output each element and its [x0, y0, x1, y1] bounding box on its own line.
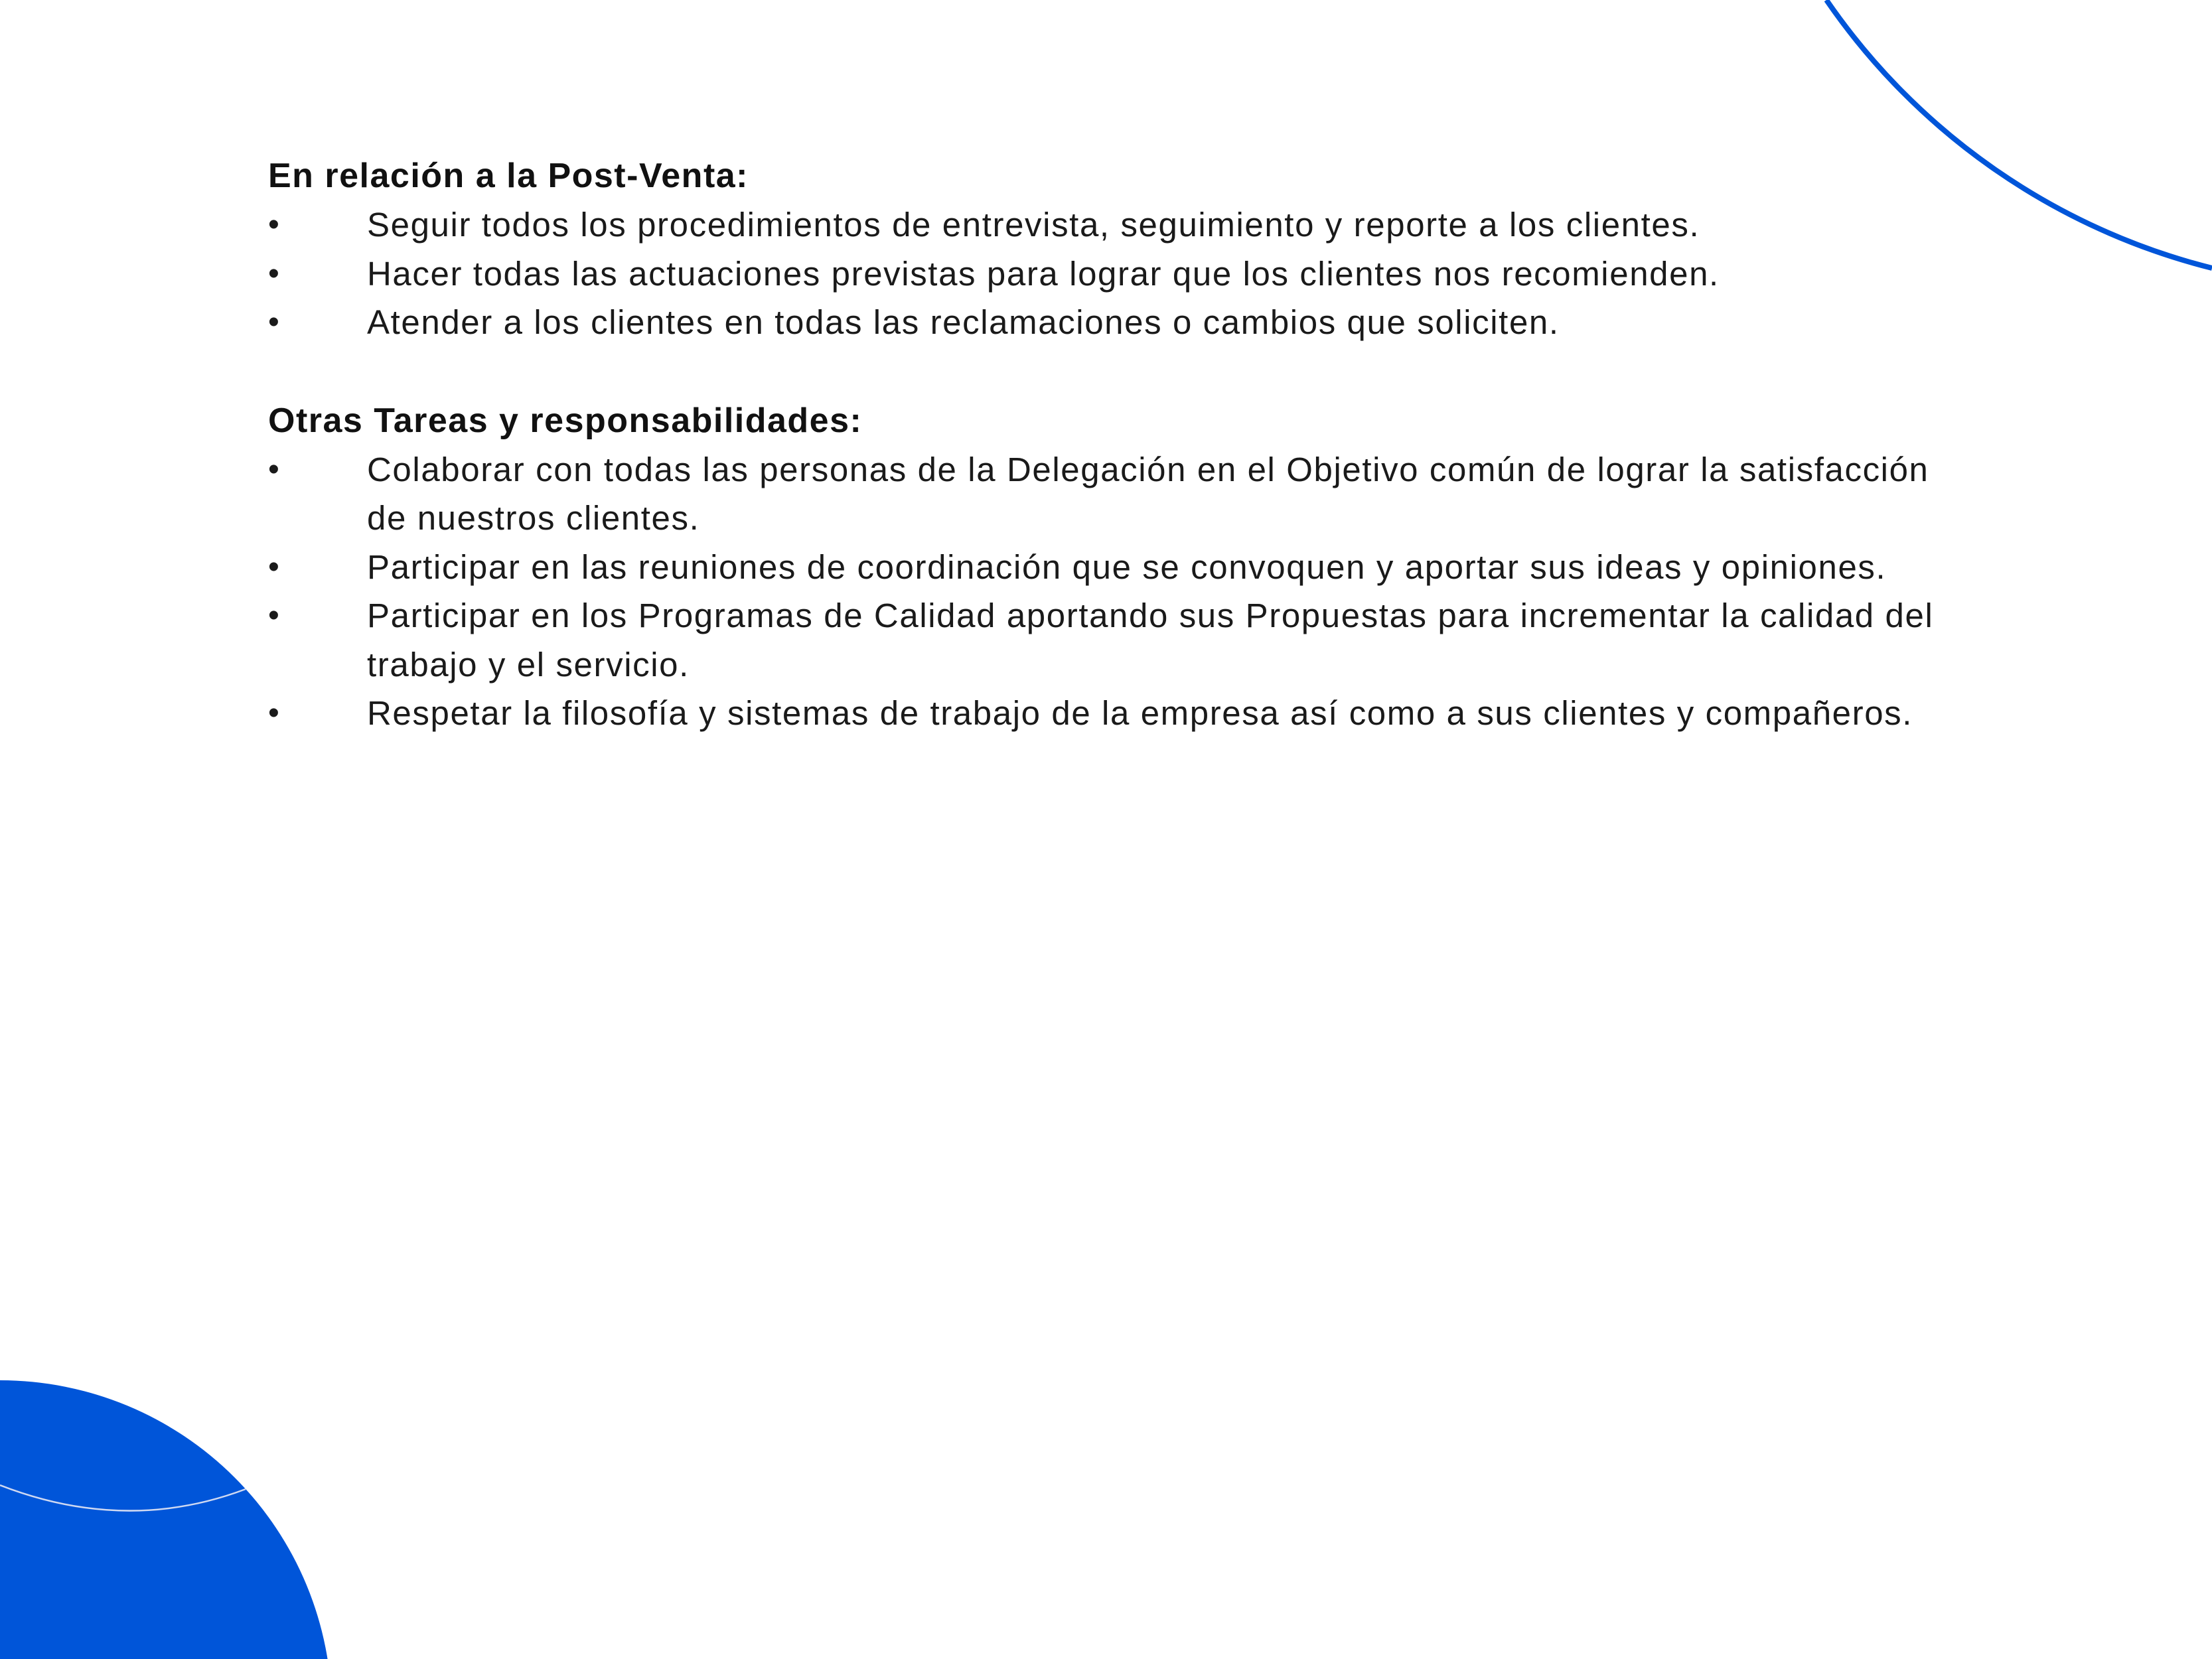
section-heading: Otras Tareas y responsabilidades:	[268, 401, 863, 440]
bullet-icon: •	[268, 255, 281, 291]
list-item-text: Participar en los Programas de Calidad aportando sus Propuestas para incrementar la calidad del trabajo y el servicio.	[367, 597, 1934, 684]
list-item-text: Participar en las reuniones de coordinación que se convoquen y aportar sus ideas y opiniones.	[367, 547, 1887, 586]
bullet-list	[268, 200, 1941, 347]
bullet-icon: •	[268, 451, 281, 487]
bottom-left-circle	[0, 1380, 332, 1659]
list-item-text: Colaborar con todas las personas de la Delegación en el Objetivo común de lograr la satisfacción de nuestros clientes.	[367, 450, 1929, 537]
bullet-icon: •	[268, 305, 281, 340]
content-area	[268, 151, 1941, 787]
section-post-venta	[268, 151, 1941, 347]
list-item	[268, 591, 1941, 689]
list-item	[268, 689, 1941, 738]
bullet-icon: •	[268, 598, 281, 633]
list-item	[268, 543, 1941, 592]
list-item-text: Respetar la filosofía y sistemas de trabajo de la empresa así como a sus clientes y compañeros.	[367, 694, 1913, 732]
section-heading: En relación a la Post-Venta:	[268, 157, 749, 195]
list-item	[268, 250, 1941, 299]
list-item	[268, 445, 1941, 543]
section-otras-tareas	[268, 396, 1941, 738]
bullet-icon: •	[268, 695, 281, 731]
list-item-text: Seguir todos los procedimientos de entrevista, seguimiento y reporte a los clientes.	[367, 206, 1700, 244]
list-item	[268, 200, 1941, 250]
list-item	[268, 298, 1941, 347]
bullet-icon: •	[268, 207, 281, 242]
bullet-icon: •	[268, 549, 281, 585]
bullet-list	[268, 445, 1941, 738]
list-item-text: Hacer todas las actuaciones previstas para lograr que los clientes nos recomienden.	[367, 254, 1720, 293]
list-item-text: Atender a los clientes en todas las reclamaciones o cambios que soliciten.	[367, 303, 1560, 341]
